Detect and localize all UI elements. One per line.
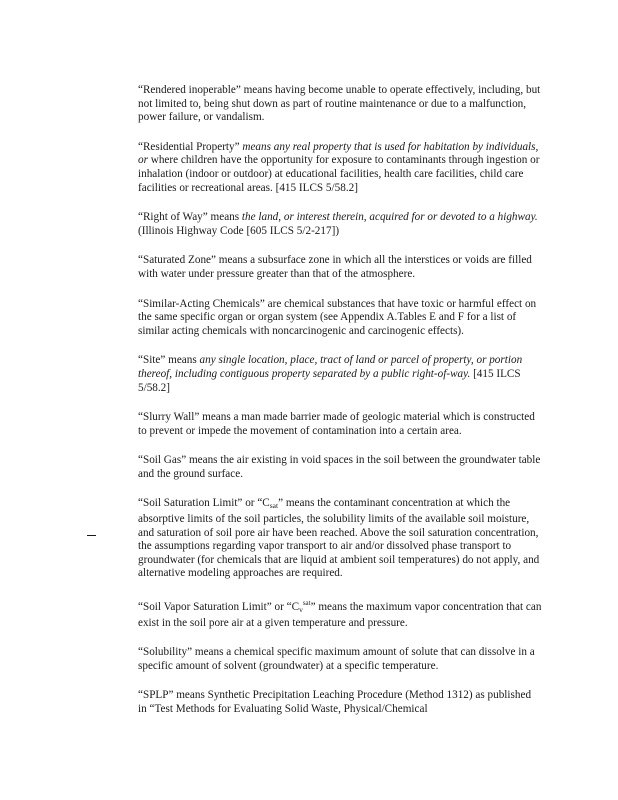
definition-text: “Saturated Zone” means a subsurface zone in which all the interstices or voids are filled with water under pressure greater than that of the atmosphere.	[138, 254, 532, 280]
definition-splp	[138, 689, 542, 716]
definition-text: sat	[302, 599, 311, 608]
definition-soil-vapor-saturation-limit	[138, 597, 542, 630]
definition-text: (Illinois Highway Code [605 ILCS 5/2-217])	[138, 224, 340, 237]
definition-text: “SPLP” means Synthetic Precipitation Leaching Procedure (Method 1312) as published in “Test Methods for Evaluating Solid Waste, Physical/Chemical	[138, 689, 532, 715]
definition-text: [415 ILCS 5/58.2]	[138, 367, 521, 394]
definition-site	[138, 354, 542, 395]
definition-text: “Soil Gas” means the air existing in void spaces in the soil between the groundwater table and the ground surface.	[138, 454, 541, 480]
definition-text: ” means the contaminant concentration at which the absorptive limits of the soil particles, the solubility limits of the available soil moisture, and saturation of soil pore air have been reached. Above the soil saturation concentration, the assumptions regarding vapor transport to air and/or dissolved phase transport to groundwater (for chemicals that are liquid at ambient soil temperatures) do not apply, and alternative modeling approaches are required.	[138, 497, 540, 580]
definition-text: any single location, place, tract of land or parcel of property, or portion thereof, including contiguous property separated by a public right-of-way.	[138, 354, 523, 380]
definition-text: “Soil Vapor Saturation Limit” or “C	[138, 601, 300, 614]
definition-residential-property	[138, 141, 542, 195]
definition-text: “Right of Way” means	[138, 211, 242, 224]
definition-text: the land, or interest therein, acquired for or devoted to a highway.	[241, 211, 538, 224]
definition-similar-acting-chemicals	[138, 298, 542, 339]
definition-text: where children have the opportunity for exposure to contaminants through ingestion or inhalation (indoor or outdoor) at educational facilities, health care facilities, child care facilities or recreational areas. [415 ILCS 5/58.2]	[138, 154, 540, 194]
definitions-list	[138, 84, 542, 717]
definition-right-of-way	[138, 211, 542, 238]
definition-solubility	[138, 646, 542, 673]
definition-text: “Soil Saturation Limit” or “C	[138, 497, 270, 510]
definition-text: v	[299, 605, 303, 615]
revision-bar-mark	[87, 535, 96, 536]
definition-text: means any real property that is used for habitation by individuals, or	[138, 140, 539, 167]
definition-text: “Similar-Acting Chemicals” are chemical substances that have toxic or harmful effect on the same specific organ or organ system (see Appendix A.Tables E and F for a list of similar acting chemicals with noncarcinogenic and carcinogenic effects).	[138, 297, 537, 337]
definition-text: “Residential Property”	[138, 140, 243, 153]
definition-text: ” means the maximum vapor concentration that can exist in the soil pore air at a given temperature and pressure.	[138, 601, 542, 629]
definition-text: “Rendered inoperable” means having become unable to operate effectively, including, but not limited to, being shut down as part of routine maintenance or due to a malfunction, power failure, or vandalism.	[138, 84, 541, 124]
definition-soil-gas	[138, 454, 542, 481]
definition-text: “Solubility” means a chemical specific maximum amount of solute that can dissolve in a specific amount of solvent (groundwater) at a specific temperature.	[138, 646, 535, 672]
definition-text: “Site” means	[138, 354, 200, 367]
definition-soil-saturation-limit	[138, 497, 542, 581]
definition-text: sat	[269, 501, 279, 511]
definition-slurry-wall	[138, 411, 542, 438]
definition-text: “Slurry Wall” means a man made barrier made of geologic material which is constructed to prevent or impede the movement of contamination into a certain area.	[138, 411, 535, 437]
definition-saturated-zone	[138, 254, 542, 281]
definition-rendered-inoperable	[138, 84, 542, 125]
